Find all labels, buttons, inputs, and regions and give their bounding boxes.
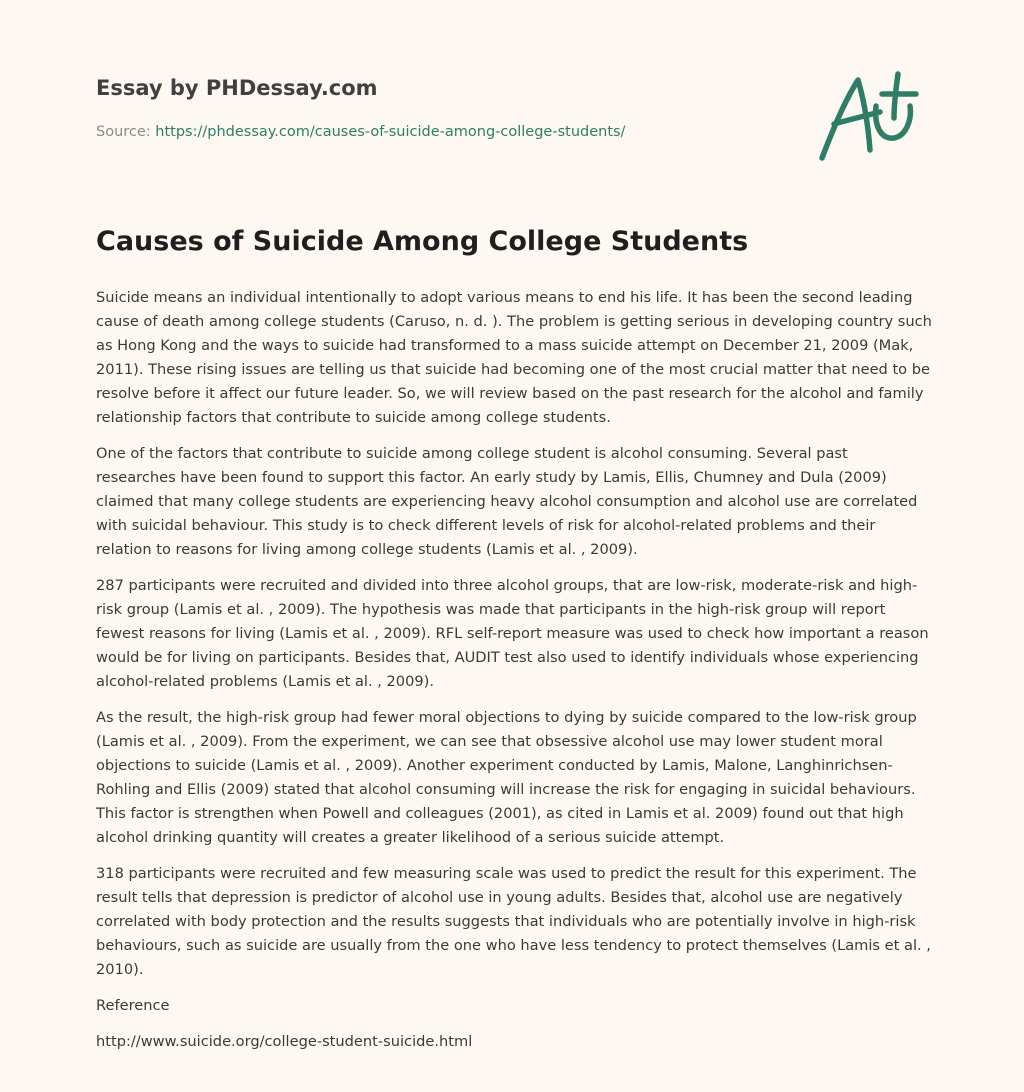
reference-link[interactable]: http://www.suicide.org/college-student-suicide.html — [96, 1033, 473, 1050]
page-header — [96, 0, 928, 200]
essay-paragraph: 287 participants were recruited and divided into three alcohol groups, that are low-risk, moderate-risk and high-risk group (Lamis et al. , 2009). The hypothesis was made that participants in the high-risk group will report fewest reasons for living (Lamis et al. , 2009). RFL self-report measure was used to check how important a reason would be for living on participants. Besides that, AUDIT test also used to identify individuals whose experiencing alcohol-related problems (Lamis et al. , 2009). — [96, 577, 929, 690]
essay-paragraph: Suicide means an individual intentionally to adopt various means to end his life. It has been the second leading cause of death among college students (Caruso, n. d. ). The problem is getting serious in developing country such as Hong Kong and the ways to suicide had transformed to a mass suicide attempt on December 21, 2009 (Mak, 2011). These rising issues are telling us that suicide had becoming one of the most crucial matter that need to be resolve before it affect our future leader. So, we will review based on the past research for the alcohol and family relationship factors that contribute to suicide among college students. — [96, 289, 932, 426]
essay-body — [96, 286, 932, 1066]
a-plus-logo-icon — [818, 66, 928, 166]
source-label: Source: — [96, 124, 156, 140]
essay-paragraph: As the result, the high-risk group had fewer moral objections to dying by suicide compared to the low-risk group (Lamis et al. , 2009). From the experiment, we can see that obsessive alcohol use may lower student moral objections to suicide (Lamis et al. , 2009). Another experiment conducted by Lamis, Malone, Langhinrichsen-Rohling and Ellis (2009) stated that alcohol consuming will increase the risk for engaging in suicidal behaviours. This factor is strengthen when Powell and colleagues (2001), as cited in Lamis et al. 2009) found out that high alcohol drinking quantity will creates a greater likelihood of a serious suicide attempt. — [96, 709, 917, 846]
source-link[interactable]: https://phdessay.com/causes-of-suicide-among-college-students/ — [155, 124, 626, 140]
brand-title: Essay by PHDessay.com — [96, 76, 378, 100]
source-line — [96, 124, 625, 140]
essay-paragraph: One of the factors that contribute to suicide among college student is alcohol consuming. Several past researches have been found to support this factor. An early study by Lamis, Ellis, Chumney and Dula (2009) claimed that many college students are experiencing heavy alcohol consumption and alcohol use are correlated with suicidal behaviour. This study is to check different levels of risk for alcohol-related problems and their relation to reasons for living among college students (Lamis et al. , 2009). — [96, 445, 918, 558]
essay-paragraph: 318 participants were recruited and few measuring scale was used to predict the result for this experiment. The result tells that depression is predictor of alcohol use in young adults. Besides that, alcohol use are negatively correlated with body protection and the results suggests that individuals who are potentially involve in high-risk behaviours, such as suicide are usually from the one who have less tendency to protect themselves (Lamis et al. , 2010). — [96, 865, 931, 978]
reference-heading: Reference — [96, 997, 170, 1014]
essay-title: Causes of Suicide Among College Students — [96, 226, 749, 257]
